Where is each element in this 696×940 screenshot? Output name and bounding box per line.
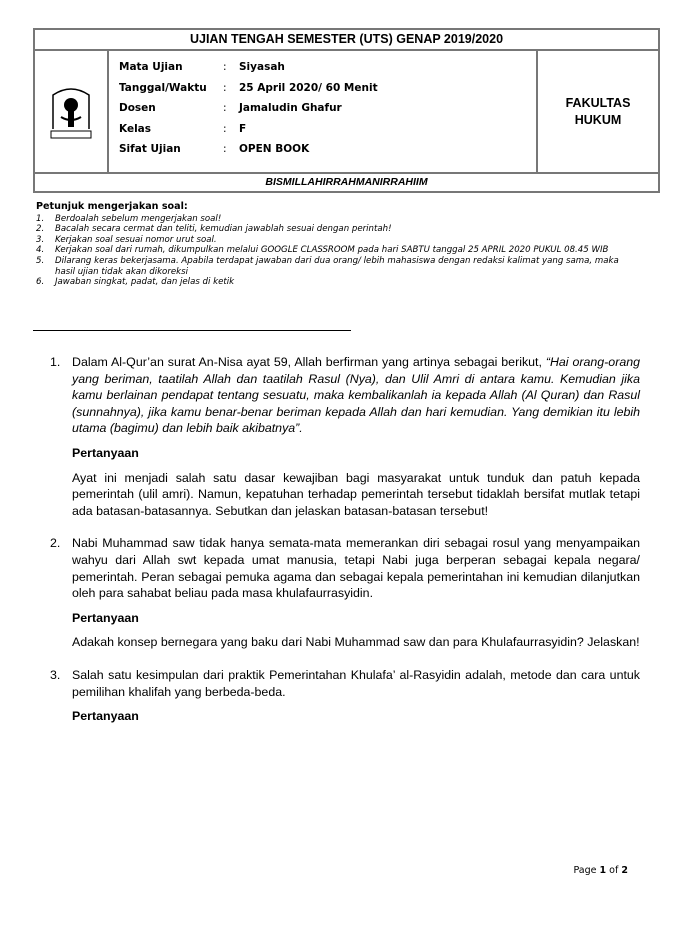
quran-quote: “Hai orang-orang yang beriman, taatilah Allah dan taatilah Rasul (Nya), dan Ulil Amri di antara kamu. Kemudian jika kamu berlainan pendapat tentang sesuatu, maka kembalikanlah ia kepada Allah (Al Quran) dan Rasul (sunnahnya), jika kamu benar-benar beriman kepada Allah dan hari kemudian. Yang demikian itu lebih utama (bagimu) dan lebih baik akibatnya”. (72, 355, 640, 436)
uii-logo-icon (49, 83, 93, 141)
item-number: 2. (36, 224, 45, 235)
university-logo (35, 51, 109, 172)
exam-info (109, 51, 538, 172)
instructions-title: Petunjuk mengerjakan soal: (36, 201, 188, 212)
question-subheading: Pertanyaan (72, 709, 139, 724)
item-number: 4. (36, 245, 45, 256)
colon: : (223, 122, 227, 135)
info-row (119, 139, 536, 160)
field-value: 25 April 2020/ 60 Menit (239, 81, 378, 94)
instruction-item (36, 277, 636, 288)
item-number: 6. (36, 277, 45, 288)
field-label: Kelas (119, 122, 152, 135)
exam-title: UJIAN TENGAH SEMESTER (UTS) GENAP 2019/2020 (35, 30, 658, 51)
page-number (573, 865, 628, 876)
question-2 (50, 535, 640, 659)
question-1 (50, 354, 640, 527)
instruction-item (36, 245, 636, 256)
instruction-item (36, 256, 636, 277)
colon: : (223, 143, 227, 155)
question-intro: Dalam Al-Qur’an surat An-Nisa ayat 59, Allah berfirman yang artinya sebagai berikut, (72, 355, 542, 369)
field-label: Dosen (119, 102, 156, 114)
item-text: Berdoalah sebelum mengerjakan soal! (55, 213, 222, 224)
current-page: 1 (599, 865, 607, 876)
info-row (119, 78, 536, 99)
instruction-item (36, 224, 636, 235)
total-pages: 2 (621, 865, 628, 876)
item-number: 1. (36, 213, 45, 224)
info-row (119, 98, 536, 119)
item-text: Dilarang keras bekerjasama. Apabila terdapat jawaban dari dua orang/ lebih mahasiswa dengan redaksi kalimat yang sama, maka hasil ujian tidak akan dikoreksi (55, 255, 619, 277)
item-text: Kerjakan soal sesuai nomor urut soal. (55, 234, 217, 245)
info-row (119, 57, 536, 78)
field-label: Tanggal/Waktu (119, 81, 207, 94)
item-number: 5. (36, 255, 45, 266)
question-intro: Salah satu kesimpulan dari praktik Pemerintahan Khulafa’ al-Rasyidin adalah, metode dan cara untuk pemilihan khalifah yang berbeda-beda. (72, 667, 640, 699)
field-value: Siyasah (239, 61, 285, 73)
question-number: 1. (50, 355, 61, 369)
page-word: Page (573, 865, 597, 876)
item-number: 3. (36, 234, 45, 245)
colon: : (223, 102, 227, 114)
colon: : (223, 81, 227, 94)
question-3 (50, 667, 640, 733)
item-text: Bacalah secara cermat dan teliti, kemudian jawablah sesuai dengan perintah! (55, 224, 392, 235)
instruction-item (36, 214, 636, 225)
field-label: Sifat Ujian (119, 143, 181, 155)
faculty-line: HUKUM (574, 112, 622, 127)
of-word: of (609, 865, 619, 876)
exam-header (33, 28, 660, 193)
field-value: OPEN BOOK (239, 143, 310, 155)
question-number: 3. (50, 667, 61, 682)
field-value: Jamaludin Ghafur (239, 102, 342, 114)
questions (50, 354, 640, 741)
instruction-item (36, 235, 636, 246)
question-text: Ayat ini menjadi salah satu dasar kewajiban bagi masyarakat untuk tunduk dan patuh kepada pemerintah (ulil amri). Namun, kepatuhan terhadap pemerintah tersebut tidaklah bersifat mutlak tetapi ada batasan-batasannya. Sebutkan dan jelaskan batasan-batasan tersebut! (72, 470, 640, 518)
colon: : (223, 61, 227, 73)
faculty-name (538, 51, 658, 172)
divider (33, 330, 351, 331)
basmalah: BISMILLAHIRRAHMANIRRAHIIM (265, 176, 428, 188)
field-label: Mata Ujian (119, 61, 183, 73)
field-value: F (239, 122, 247, 135)
info-row (119, 119, 536, 140)
item-text: Jawaban singkat, padat, dan jelas di ketik (55, 277, 235, 288)
question-intro: Nabi Muhammad saw tidak hanya semata-mata memerankan diri sebagai rosul yang menyampaikan wahyu dari Allah swt kepada umat manusia, tetapi Nabi juga berperan sebagai kepala negara/ pemerintah. Peran sebagai pemuka agama dan sebagai kepala pemerintahan ini kemudian dilanjutkan oleh para sahabat beliau pada masa khulafaurrasyidin. (72, 536, 640, 601)
question-subheading: Pertanyaan (72, 445, 139, 460)
question-number: 2. (50, 536, 61, 551)
item-text: Kerjakan soal dari rumah, dikumpulkan melalui GOOGLE CLASSROOM pada hari SABTU tanggal 25 APRIL 2020 PUKUL 08.45 WIB (55, 245, 609, 256)
question-subheading: Pertanyaan (72, 610, 139, 625)
question-text: Adakah konsep bernegara yang baku dari Nabi Muhammad saw dan para Khulafaurrasyidin? Jelaskan! (72, 635, 640, 650)
faculty-line: FAKULTAS (565, 95, 631, 110)
instructions (36, 202, 636, 288)
